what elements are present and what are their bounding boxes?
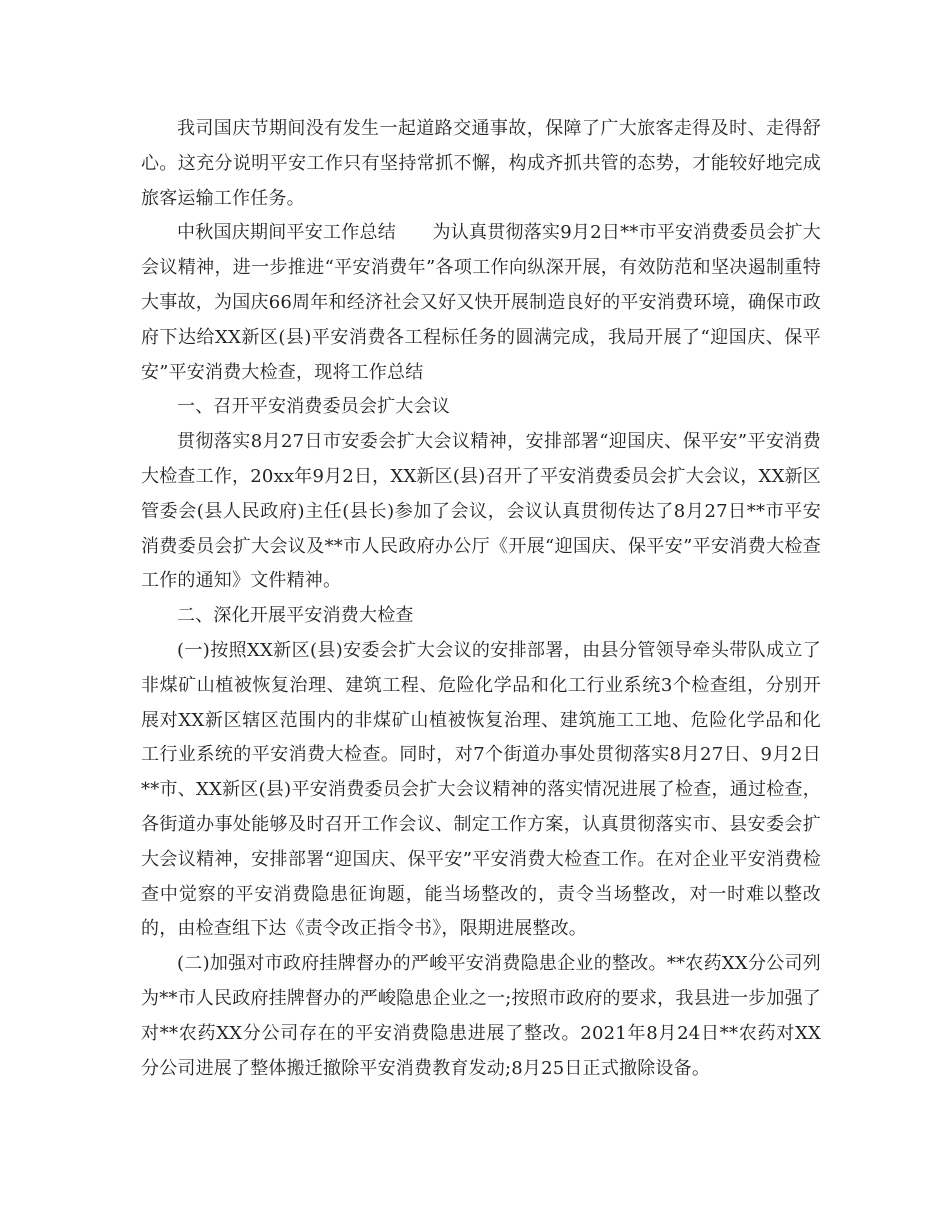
section-heading-1: 一、召开平安消费委员会扩大会议 [177, 396, 450, 418]
paragraph-inspection-groups: (一)按照XX新区(县)安委会扩大会议的安排部署，由县分管领导牵头带队成立了非煤矿山植被恢复治理、建筑工程、危险化学品和化工行业系统3个检查组，分别开展对XX新区辖区范围内的非煤矿山植被恢复治理、建筑施工工地、危险化学品和化工行业系统的平安消费大检查。同时，对7个街道办事处贯彻落实8月27日、9月2日**市、XX新区(县)平安消费委员会扩大会议精神的落实情况进展了检查，通过检查，各街道办事处能够及时召开工作会议、制定工作方案，认真贯彻落实市、县安委会扩大会议精神，安排部署“迎国庆、保平安”平安消费大检查工作。在对企业平安消费检查中觉察的平安消费隐患征询题，能当场整改的，责令当场整改，对一时难以整改的，由检查组下达《责令改正指令书》，限期进展整改。 [141, 639, 821, 940]
paragraph-traffic-safety: 我司国庆节期间没有发生一起道路交通事故，保障了广大旅客走得及时、走得舒心。这充分说明平安工作只有坚持常抓不懈，构成齐抓共管的态势，才能较好地完成旅客运输工作任务。 [141, 118, 821, 209]
paragraph-hazard-rectification: (二)加强对市政府挂牌督办的严峻平安消费隐患企业的整改。**农药XX分公司列为**市人民政府挂牌督办的严峻隐患企业之一;按照市政府的要求，我县进一步加强了对**农药XX分公司存在的平安消费隐患进展了整改。2021年8月24日**农药对XX分公司进展了整体搬迁撤除平安消费教育发动;8月25日正式撤除设备。 [141, 953, 821, 1079]
paragraph-meeting: 贯彻落实8月27日市安委会扩大会议精神，安排部署“迎国庆、保平安”平安消费大检查工作，20xx年9月2日，XX新区(县)召开了平安消费委员会扩大会议，XX新区管委会(县人民政府)主任(县长)参加了会议，会议认真贯彻传达了8月27日**市平安消费委员会扩大会议及**市人民政府办公厅《开展“迎国庆、保平安”平安消费大检查工作的通知》文件精神。 [141, 431, 821, 592]
section-heading-2: 二、深化开展平安消费大检查 [177, 605, 414, 627]
paragraph-summary-intro: 中秋国庆期间平安工作总结 为认真贯彻落实9月2日**市平安消费委员会扩大会议精神，进一步推进“平安消费年”各项工作向纵深开展，有效防范和坚决遏制重特大事故，为国庆66周年和经济社会又好又快开展制造良好的平安消费环境，确保市政府下达给XX新区(县)平安消费各工程标任务的圆满完成，我局开展了“迎国庆、保平安”平安消费大检查，现将工作总结 [141, 222, 821, 383]
document-body [141, 112, 821, 1086]
